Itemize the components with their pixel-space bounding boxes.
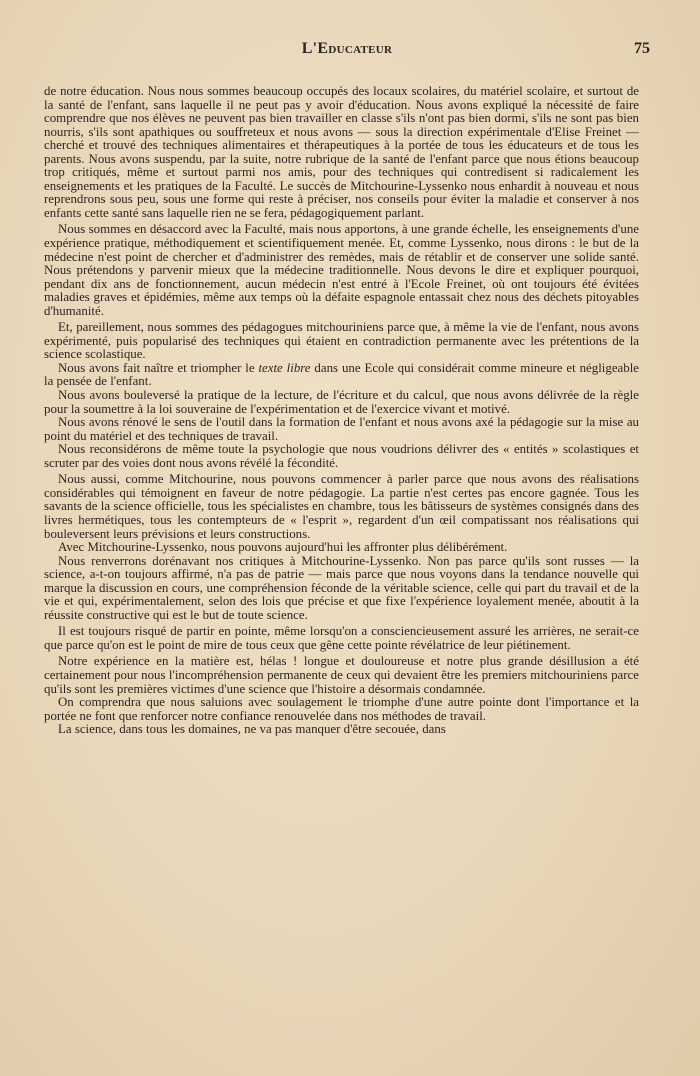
paragraph: Nous avons fait naître et triompher le texte libre dans une Ecole qui considérait comme mineure et négligeable la pensée de l'enfant. [44,360,640,389]
page-number: 75 [634,40,650,57]
paragraph: Nous sommes en désaccord avec la Faculté, mais nous apportons, à une grande échelle, les enseignements d'une expérience pratique, méthodiquement et scientifiquement menée. Et, comme Lyssenko, nous dirons : le but de la médecine n'est point de chercher et d'administrer des remèdes, mais de rétablir et de conserver une solide santé. Nous prétendons y parvenir mieux que la médecine traditionnelle. Nous devons le dire et expliquer pourquoi, pendant dix ans de fonctionnement, aucun médecin n'est entré à l'Ecole Freinet, où ont toujours été évitées maladies graves et épidémies, même aux temps où la défaite espagnole entassait chez nous des déchets pitoyables d'humanité. [44,222,639,318]
paragraph: Nous avons bouleversé la pratique de la lecture, de l'écriture et du calcul, que nous avons délivrée de la règle pour la soumettre à la loi souveraine de l'expérimentation et de l'exercice vivant et motivé. [44,388,639,416]
page-header [44,40,650,64]
paragraph: Nous reconsidérons de même toute la psychologie que nous voudrions délivrer des « entités » scolastiques et scruter par des voies dont nous avons révélé la fécondité. [44,442,639,470]
paragraph: La science, dans tous les domaines, ne va pas manquer d'être secouée, dans [58,722,446,737]
paragraph: Nous aussi, comme Mitchourine, nous pouvons commencer à parler parce que nous avons des réalisations considérables qui témoignent en faveur de notre pédagogie. La partie n'est certes pas encore gagnée. Tous les savants de la science officielle, tous les spécialistes en chambre, tous les bâtisseurs de systèmes consignés dans des livres hermétiques, tous les contempteurs de « l'esprit », regardent d'un œil compatissant nos réalisations qui bouleversent leurs prévisions et leurs constructions. [44,472,639,541]
paragraph: Nous renverrons dorénavant nos critiques à Mitchourine-Lyssenko. Non pas parce qu'ils sont russes — la science, a-t-on toujours affirmé, n'a pas de patrie — mais parce que nous voyons dans la tendance nouvelle qui marque la discussion en cours, une compréhension féconde de la véritable science, celle qui part du travail et de la vie et qui, expérimentalement, selon des lois que précise et que fixe l'expérience loyalement menée, aboutit à la réussite constructive qui est le but de toute science. [44,553,639,622]
paragraph: de notre éducation. Nous nous sommes beaucoup occupés des locaux scolaires, du matériel scolaire, et surtout de la santé de l'enfant, sans laquelle il ne peut pas y avoir d'éducation. Nous avons expliqué la nécessité de faire comprendre que nos élèves ne peuvent pas bien travailler en classe s'ils n'ont pas bien dormi, s'ils ne sont pas bien nourris, s'ils sont apathiques ou souffreteux et nous avons — sous la direction expérimentale d'Elise Freinet — cherché et trouvé des techniques alimentaires et thérapeutiques à la portée de tous les éducateurs et de tous les parents. Nous avons suspendu, par la suite, notre rubrique de la santé de l'enfant parce que nous étions beaucoup trop critiqués, même et surtout parmi nos amis, pour des techniques qui contredisent si radicalement les enseignements et les pratiques de la Faculté. Le succès de Mitchourine-Lyssenko nous enhardit à nouveau et nous reprendrons sous peu, sous une forme qui reste à préciser, nos conseils pour éviter la maladie et conserver à nos enfants cette santé sans laquelle rien ne se fera, pédagogiquement parlant. [44,84,639,220]
paragraph: Avec Mitchourine-Lyssenko, nous pouvons aujourd'hui les affronter plus délibérément. [58,540,508,555]
paragraph: Notre expérience en la matière est, hélas ! longue et douloureuse et notre plus grande désillusion a été certainement pour nous l'incompréhension permanente de ceux qui devaient être les premiers mitchouriniens parce qu'ils sont les premières victimes d'une science que l'histoire a désormais condamnée. [44,654,639,696]
paragraph: Nous avons rénové le sens de l'outil dans la formation de l'enfant et nous avons axé la pédagogie sur la mise au point du matériel et des techniques de travail. [44,415,639,443]
paragraph: On comprendra que nous saluions avec soulagement le triomphe d'une autre pointe dont l'importance et la portée ne font que renforcer notre confiance renouvelée dans nos méthodes de travail. [44,695,639,723]
paragraph: Il est toujours risqué de partir en pointe, même lorsqu'on a consciencieusement assuré les arrières, ne serait-ce que parce qu'on est le point de mire de tous ceux que gêne cette pointe révélatrice de leur piétinement. [44,624,639,652]
running-title: L'Educateur [301,40,393,57]
paragraph: Et, pareillement, nous sommes des pédagogues mitchouriniens parce que, à même la vie de l'enfant, nous avons expérimenté, puis popularisé des techniques qui étaient en contradiction permanente avec les prétentions de la science scolastique. [44,320,639,362]
body-text [44,85,639,737]
